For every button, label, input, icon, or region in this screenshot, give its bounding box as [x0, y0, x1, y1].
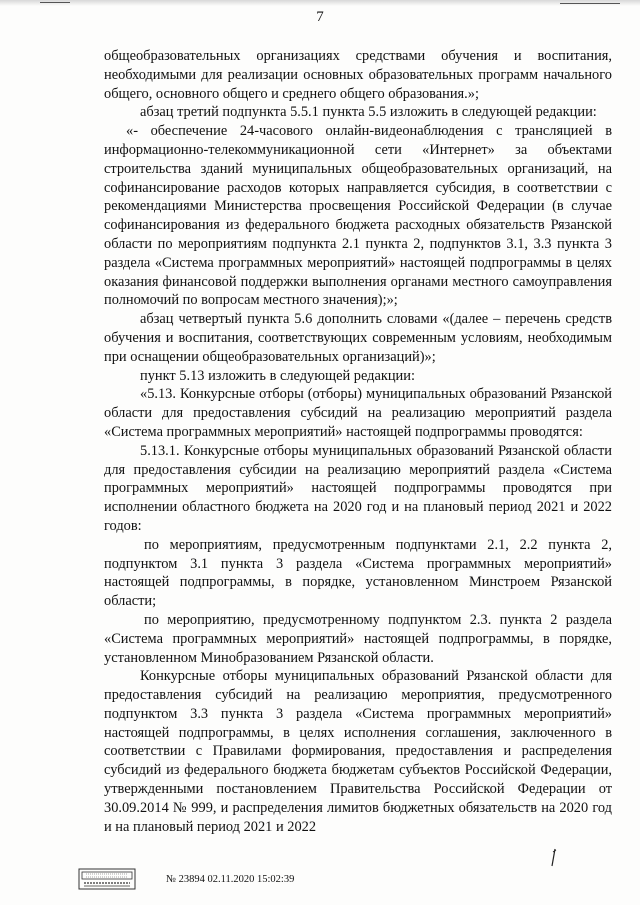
paragraph: абзац четвертый пункта 5.6 дополнить словами «(далее – перечень средств обучения и воспитания, соответствующих современным условиям, необходимым при оснащении общеобразовательных организаций)»; — [104, 311, 612, 365]
document-body — [104, 47, 612, 836]
document-footer — [78, 868, 618, 894]
paragraph: общеобразовательных организациях средствами обучения и воспитания, необходимыми для реализации основных образовательных программ начального общего, основного общего и среднего общего образования.»; — [104, 48, 612, 102]
paragraph: пункт 5.13 изложить в следующей редакции: — [140, 367, 415, 384]
document-registration-number: № 23894 02.11.2020 15:02:39 — [166, 874, 295, 885]
seal-logo-icon — [78, 868, 136, 890]
pen-mark-icon — [548, 848, 560, 868]
paragraph: по мероприятиям, предусмотренным подпунктами 2.1, 2.2 пункта 2, подпунктом 3.1 пункта 3 раздела «Система программных мероприятий» настоящей подпрограммы, в порядке, установленном Минстроем Рязанской области; — [104, 536, 612, 610]
paragraph: по мероприятию, предусмотренному подпунктом 2.3. пункта 2 раздела «Система программных мероприятий» настоящей подпрограммы, в порядке, установленном Минобразованием Рязанской области. — [104, 611, 612, 666]
paragraph: «5.13. Конкурсные отборы (отборы) муниципальных образований Рязанской области для предоставления субсидий на реализацию мероприятий раздела «Система программных мероприятий» настоящей подпрограммы проводятся: — [104, 386, 612, 440]
page-number: 7 — [316, 9, 324, 25]
paragraph: Конкурсные отборы муниципальных образований Рязанской области для предоставления субсидий на реализацию мероприятия, предусмотренного подпунктом 3.3 пункта 3 раздела «Система программных мероприятий» настоящей подпрограммы, в целях исполнения соглашения, заключенного в соответствии с Правилами формирования, предоставления и распределения субсидий из федерального бюджета бюджетам субъектов Российской Федерации, утвержденными постановлением Правительства Российской Федерации от 30.09.2014 № 999, и распределения лимитов бюджетных обязательств на 2020 год и на плановый период 2021 и 2022 — [104, 668, 612, 835]
scan-edge — [0, 0, 640, 6]
paragraph: «- обеспечение 24-часового онлайн-видеонаблюдения с трансляцией в информационно-телекоммуникационной сети «Интернет» за объектами строительства зданий муниципальных общеобразовательных организаций, на софинансирование расходов которых направляется субсидия, в соответствии с рекомендациями Министерства просвещения Российской Федерации (в случае софинансирования из федерального бюджета расходных обязательств Рязанской области по мероприятиям подпункта 2.1 пункта 2, подпунктов 3.1, 3.3 пункта 3 раздела «Система программных мероприятий» настоящей подпрограммы в целях оказания финансовой поддержки выполнения органами местного самоуправления полномочий по вопросам местного значения);»; — [104, 123, 612, 309]
scan-artifact — [560, 3, 620, 4]
paragraph: абзац третий подпункта 5.5.1 пункта 5.5 изложить в следующей редакции: — [140, 104, 597, 121]
paragraph: 5.13.1. Конкурсные отборы муниципальных образований Рязанской области для предоставления субсидии на реализацию мероприятий раздела «Система программных мероприятий» настоящей подпрограммы проводятся при исполнении областного бюджета на 2020 год и на плановый период 2021 и 2022 годов: — [104, 442, 612, 534]
scan-artifact — [40, 2, 70, 3]
